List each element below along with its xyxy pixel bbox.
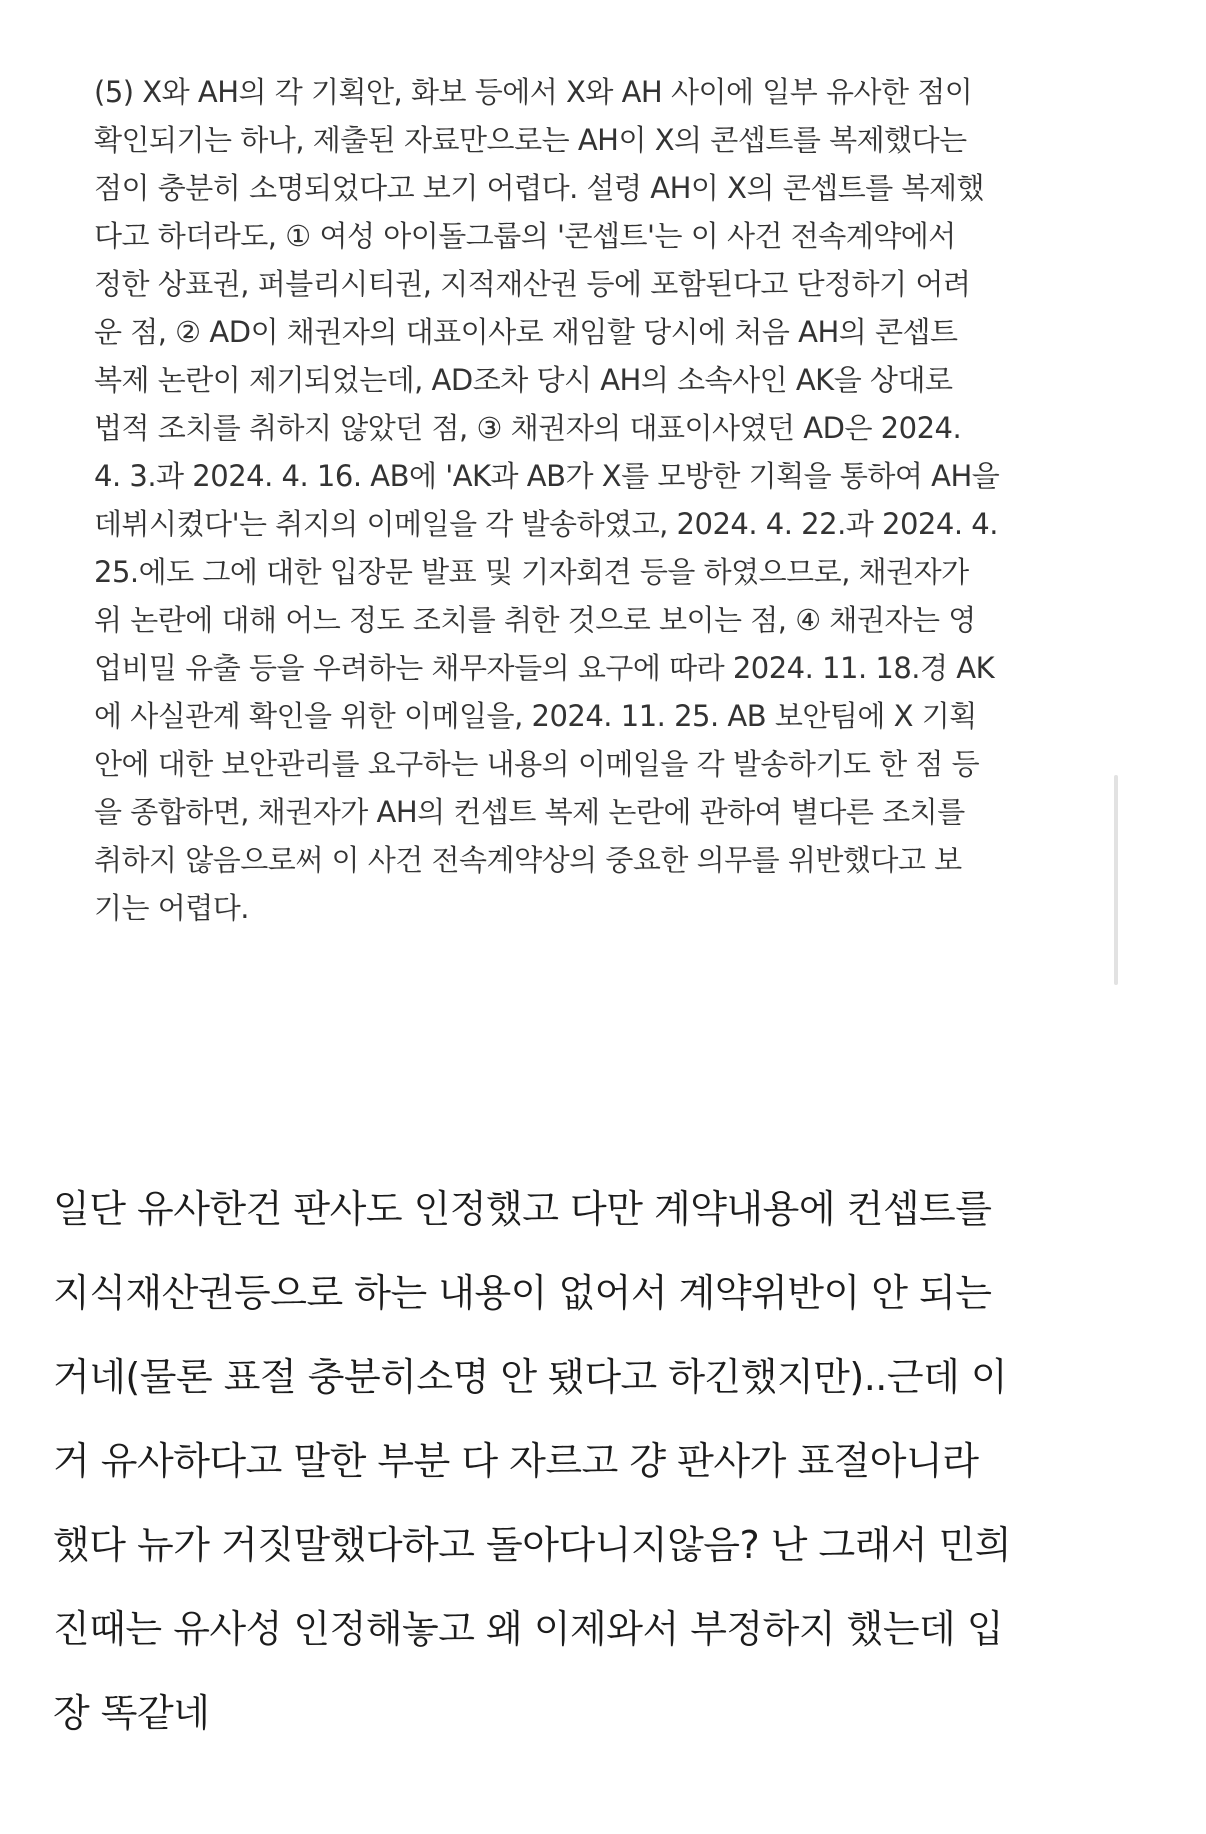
comment-line: 지식재산권등으로 하는 내용이 없어서 계약위반이 안 되는 xyxy=(53,1271,992,1315)
excerpt-line: 4. 3.과 2024. 4. 16. AB에 'AK과 AB가 X를 모방한 기획을 통하여 AH을 xyxy=(94,459,1000,493)
court-excerpt xyxy=(94,68,1134,932)
comment-line: 거 유사하다고 말한 부분 다 자르고 걍 판사가 표절아니라 xyxy=(53,1439,979,1483)
excerpt-line: 업비밀 유출 등을 우려하는 채무자들의 요구에 따라 2024. 11. 18.경 AK xyxy=(94,651,995,685)
excerpt-line: 데뷔시켰다'는 취지의 이메일을 각 발송하였고, 2024. 4. 22.과 2024. 4. xyxy=(94,507,998,541)
excerpt-line: 안에 대한 보안관리를 요구하는 내용의 이메일을 각 발송하기도 한 점 등 xyxy=(94,747,980,781)
comment-line: 했다 뉴가 거짓말했다하고 돌아다니지않음? 난 그래서 민희 xyxy=(53,1523,1012,1567)
comment-text xyxy=(53,1167,1173,1755)
comment-line: 장 똑같네 xyxy=(53,1691,210,1735)
comment-line: 진때는 유사성 인정해놓고 왜 이제와서 부정하지 했는데 입 xyxy=(53,1607,1004,1651)
excerpt-line: 에 사실관계 확인을 위한 이메일을, 2024. 11. 25. AB 보안팀에 X 기획 xyxy=(94,699,977,733)
excerpt-line: 법적 조치를 취하지 않았던 점, ③ 채권자의 대표이사였던 AD은 2024. xyxy=(94,411,962,445)
excerpt-line: 25.에도 그에 대한 입장문 발표 및 기자회견 등을 하였으므로, 채권자가 xyxy=(94,555,969,589)
excerpt-line: 점이 충분히 소명되었다고 보기 어렵다. 설령 AH이 X의 콘셉트를 복제했 xyxy=(94,171,985,205)
excerpt-line: 운 점, ② AD이 채권자의 대표이사로 재임할 당시에 처음 AH의 콘셉트 xyxy=(94,315,958,349)
excerpt-line: (5) X와 AH의 각 기획안, 화보 등에서 X와 AH 사이에 일부 유사한 점이 xyxy=(94,75,973,109)
excerpt-line: 복제 논란이 제기되었는데, AD조차 당시 AH의 소속사인 AK을 상대로 xyxy=(94,363,953,397)
comment-line: 일단 유사한건 판사도 인정했고 다만 계약내용에 컨셉트를 xyxy=(53,1187,992,1231)
excerpt-line: 확인되기는 하나, 제출된 자료만으로는 AH이 X의 콘셉트를 복제했다는 xyxy=(94,123,967,157)
excerpt-line: 을 종합하면, 채권자가 AH의 컨셉트 복제 논란에 관하여 별다른 조치를 xyxy=(94,795,965,829)
excerpt-line: 위 논란에 대해 어느 정도 조치를 취한 것으로 보이는 점, ④ 채권자는 영 xyxy=(94,603,976,637)
scrollbar-thumb[interactable] xyxy=(1114,775,1118,985)
comment-line: 거네(물론 표절 충분히소명 안 됐다고 하긴했지만)..근데 이 xyxy=(53,1355,1008,1399)
excerpt-line: 기는 어렵다. xyxy=(94,891,250,925)
excerpt-line: 다고 하더라도, ① 여성 아이돌그룹의 '콘셉트'는 이 사건 전속계약에서 xyxy=(94,219,956,253)
excerpt-line: 취하지 않음으로써 이 사건 전속계약상의 중요한 의무를 위반했다고 보 xyxy=(94,843,962,877)
excerpt-line: 정한 상표권, 퍼블리시티권, 지적재산권 등에 포함된다고 단정하기 어려 xyxy=(94,267,971,301)
